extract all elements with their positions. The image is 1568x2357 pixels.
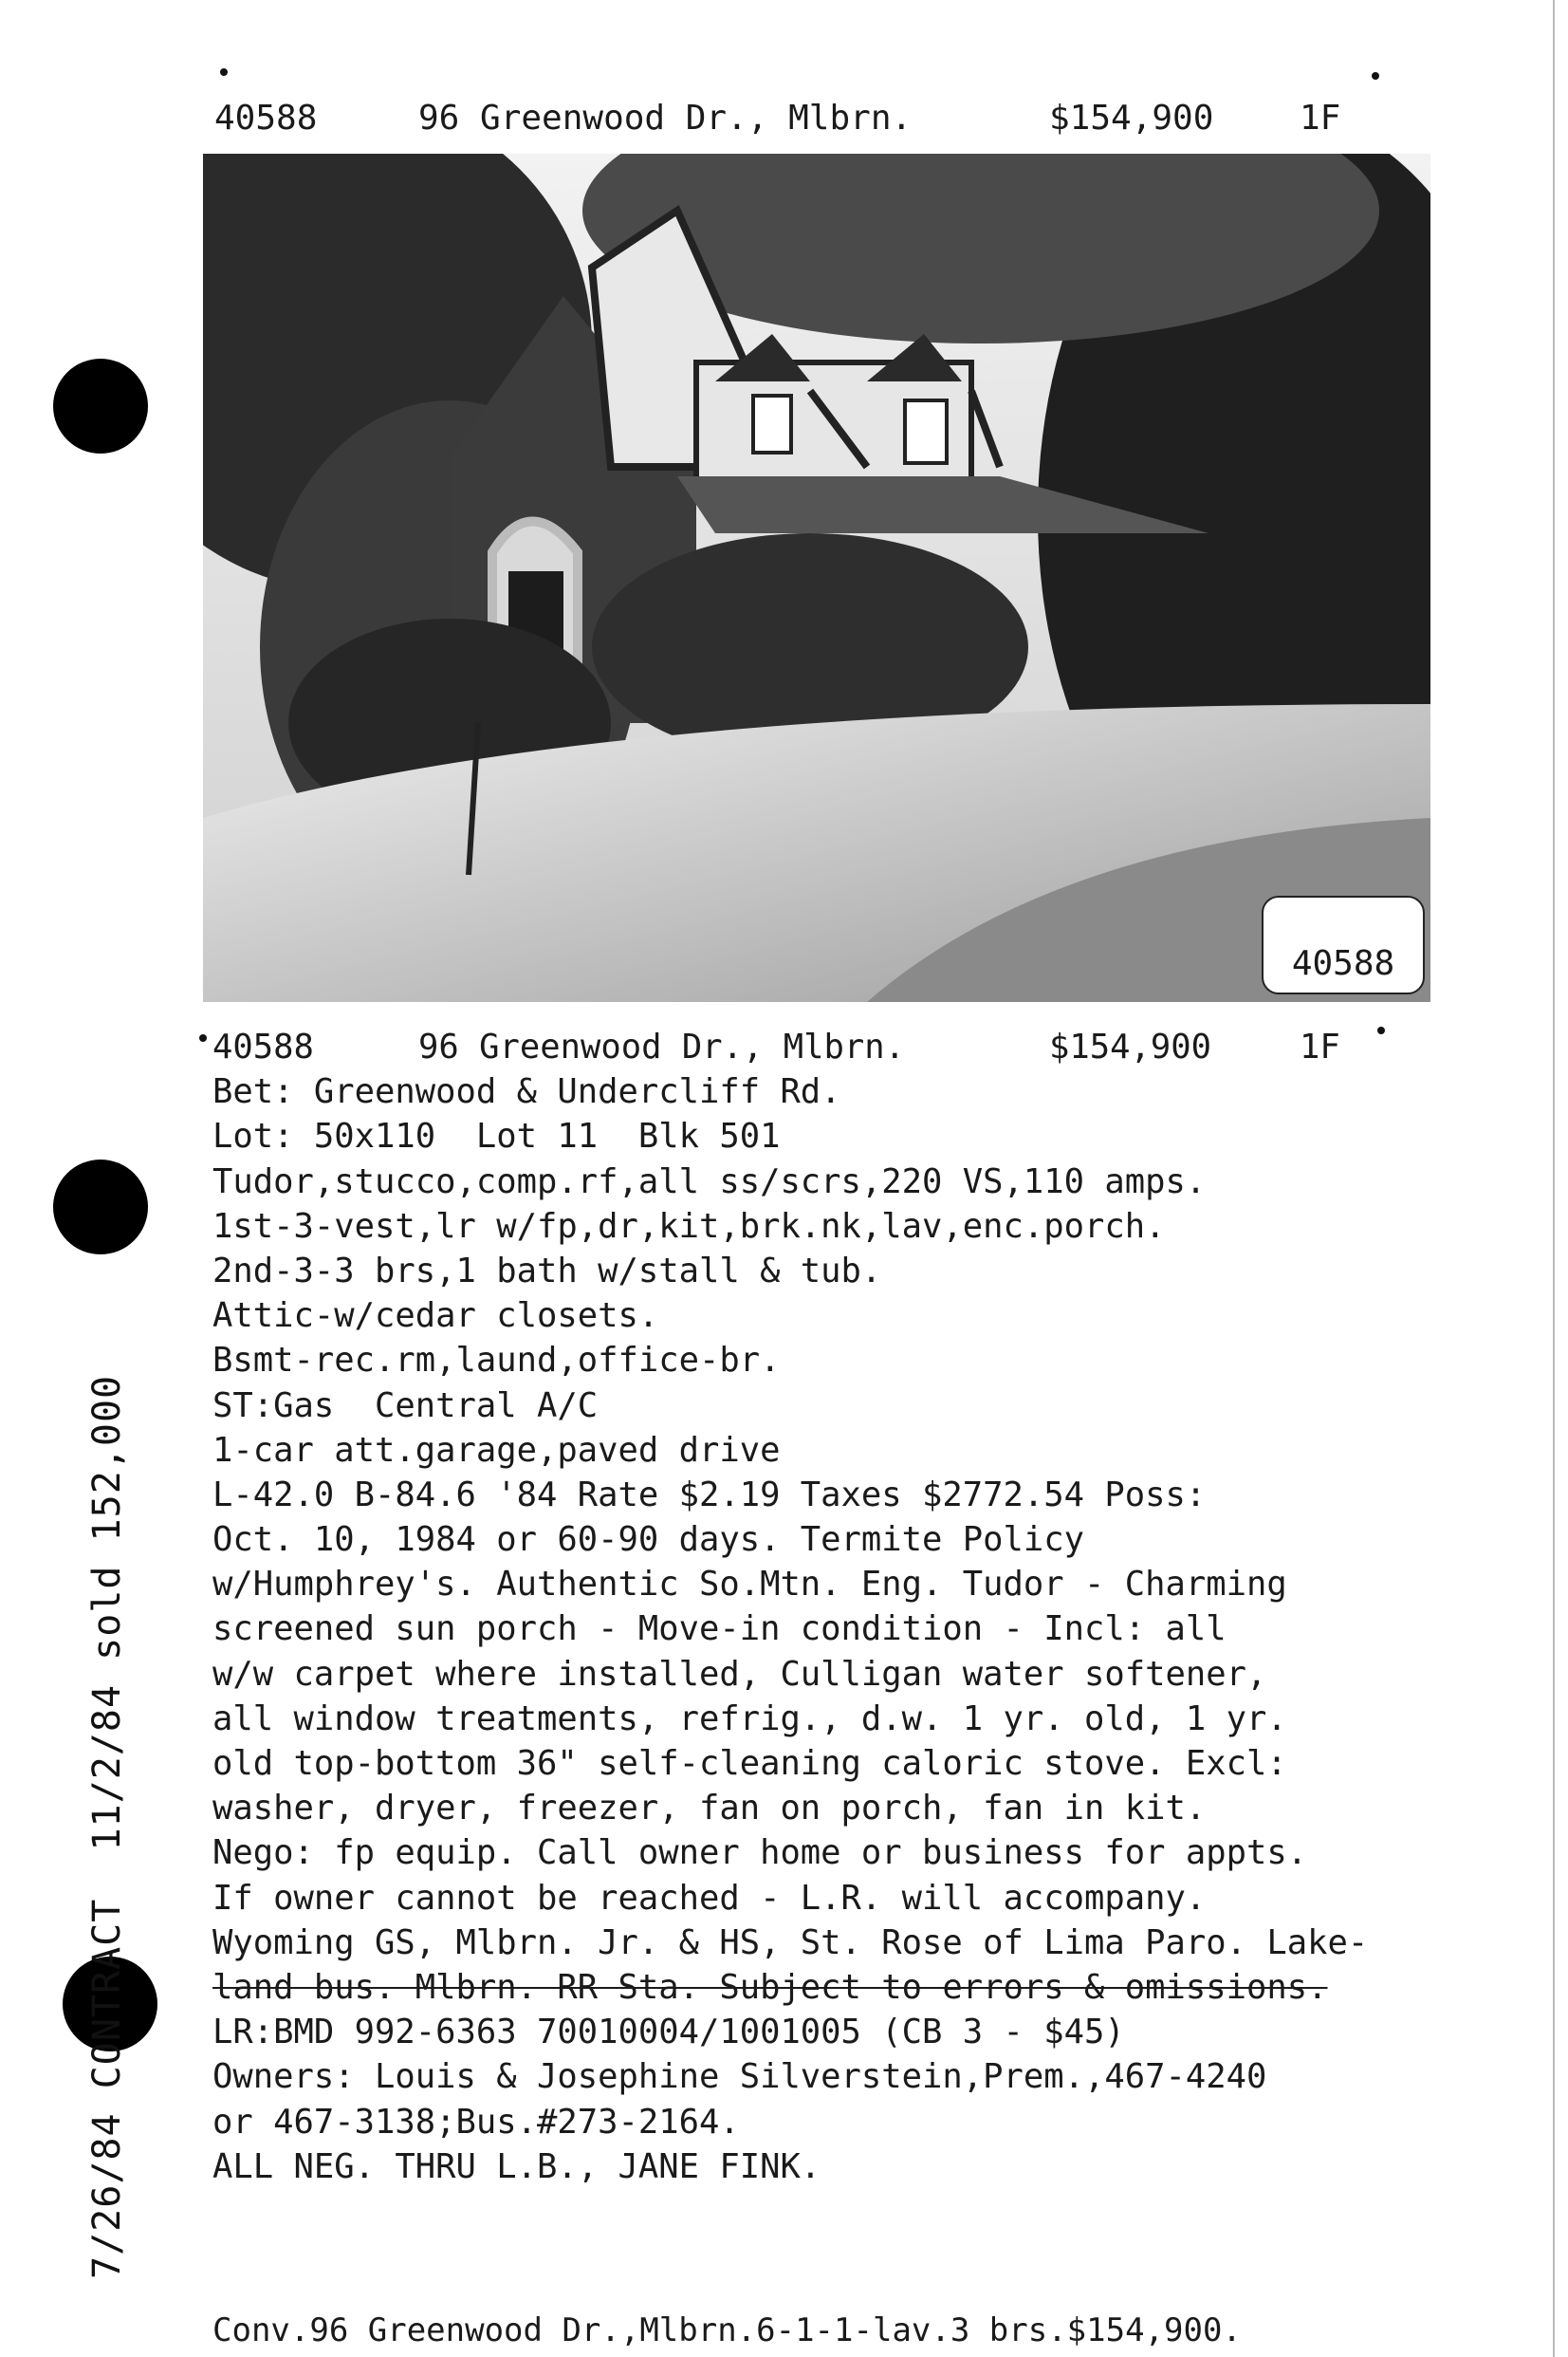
detail-line-struck: land bus. Mlbrn. RR Sta. Subject to errors & omissions. [212, 1967, 1328, 2007]
listing-summary-row [212, 1025, 1503, 1069]
detail-line: ALL NEG. THRU L.B., JANE FINK. [212, 2146, 821, 2186]
mark-dot [1372, 72, 1379, 80]
detail-line: Tudor,stucco,comp.rf,all ss/scrs,220 VS,110 amps. [212, 1161, 1207, 1201]
footer-summary: Conv.96 Greenwood Dr.,Mlbrn.6-1-1-lav.3 brs.$154,900. [212, 2311, 1242, 2349]
listing-number: 40588 [212, 1028, 314, 1067]
house-photo [203, 154, 1430, 1002]
detail-line: Nego: fp equip. Call owner home or business for appts. [212, 1833, 1308, 1873]
photo-number-tag: 40588 [1262, 896, 1425, 994]
detail-line: L-42.0 B-84.6 '84 Rate $2.19 Taxes $2772.54 Poss: [212, 1475, 1207, 1514]
detail-line: Wyoming GS, Mlbrn. Jr. & HS, St. Rose of Lima Paro. Lake- [212, 1922, 1369, 1962]
mark-dot [220, 68, 228, 76]
listing-price: $154,900 [1049, 99, 1214, 138]
detail-line: screened sun porch - Move-in condition - Incl: all [212, 1609, 1227, 1649]
detail-line: 1-car att.garage,paved drive [212, 1430, 781, 1470]
detail-line: LR:BMD 992-6363 70010004/1001005 (CB 3 - $45) [212, 2013, 1125, 2052]
detail-line: ST:Gas Central A/C [212, 1385, 599, 1425]
detail-line: 1st-3-vest,lr w/fp,dr,kit,brk.nk,lav,enc.porch. [212, 1206, 1166, 1246]
detail-line: Owners: Louis & Josephine Silverstein,Prem.,467-4240 [212, 2057, 1267, 2097]
listing-unit: 1F [1300, 1028, 1340, 1067]
punch-hole [53, 359, 148, 454]
house-photo-image [203, 154, 1430, 1002]
detail-line: Oct. 10, 1984 or 60-90 days. Termite Policy [212, 1520, 1085, 1560]
detail-line: washer, dryer, freezer, fan on porch, fan in kit. [212, 1789, 1207, 1828]
detail-line: 2nd-3-3 brs,1 bath w/stall & tub. [212, 1251, 882, 1290]
detail-line: or 467-3138;Bus.#273-2164. [212, 2102, 740, 2142]
detail-line: w/w carpet where installed, Culligan water softener, [212, 1654, 1267, 1694]
detail-line: Attic-w/cedar closets. [212, 1296, 659, 1336]
detail-line: old top-bottom 36" self-cleaning caloric stove. Excl: [212, 1744, 1287, 1783]
detail-line: Lot: 50x110 Lot 11 Blk 501 [212, 1117, 781, 1157]
detail-line: w/Humphrey's. Authentic So.Mtn. Eng. Tudor - Charming [212, 1565, 1287, 1605]
listing-address: 96 Greenwood Dr., Mlbrn. [418, 99, 913, 138]
listing-price: $154,900 [1049, 1028, 1211, 1067]
detail-line: all window treatments, refrig., d.w. 1 yr. old, 1 yr. [212, 1698, 1287, 1738]
listing-address: 96 Greenwood Dr., Mlbrn. [418, 1028, 905, 1067]
detail-line: If owner cannot be reached - L.R. will accompany. [212, 1878, 1207, 1918]
listing-unit: 1F [1300, 99, 1341, 138]
photo-header [214, 99, 1410, 146]
detail-line: Bsmt-rec.rm,laund,office-br. [212, 1341, 781, 1381]
listing-details [212, 1025, 1503, 2189]
mark-dot [199, 1034, 207, 1042]
detail-line: Bet: Greenwood & Undercliff Rd. [212, 1072, 841, 1112]
punch-hole [53, 1160, 148, 1254]
listing-number: 40588 [214, 99, 318, 138]
margin-sale-note: 7/26/84 CONTRACT 11/2/84 sold 152,000 [85, 1374, 129, 2279]
page-edge-line [1553, 0, 1555, 2357]
